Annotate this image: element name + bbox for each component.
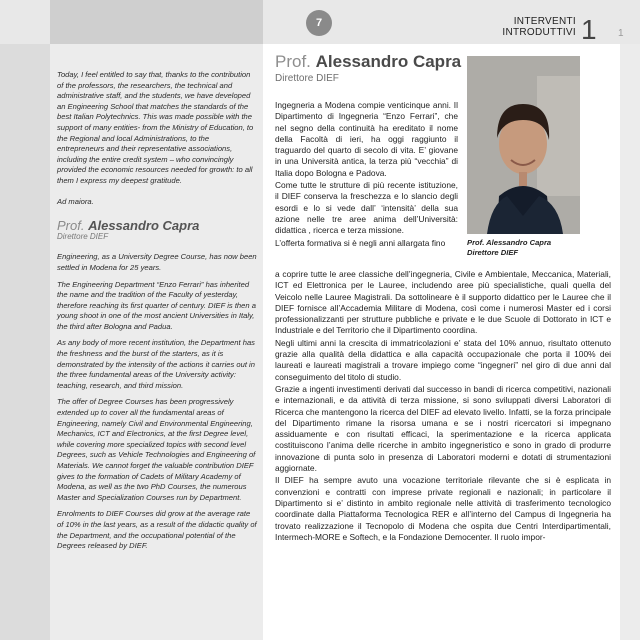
section-title-line1: INTERVENTI (513, 16, 576, 27)
italian-narrow-column (275, 100, 458, 250)
italian-paragraph: a coprire tutte le aree classiche dell’ingegneria, Civile e Ambientale, Meccanica, Materiali, ICT ed Elettronica per le Lauree, includendo aree più specialistiche, quali quella del Veicolo nelle Lauree Magistrali. Da sottolineare è il supporto didattico per le Lauree che il DIEF fornisce all’Accademia Militare di Modena, così come i numerosi Master ed i corsi professionalizzanti per strutture pubbliche e private e le due Scuole di Dottorato in ICT e Industriale e del Territorio che il Dipartimento coordina. (275, 269, 611, 336)
section-title (502, 16, 576, 38)
left-header-strip (50, 0, 263, 44)
english-paragraph: As any body of more recent institution, the Department has the freshness and the burst of the starters, as it is demonstrated by the intensity of the actions it carries out in the three fundamental areas of the University activity: teaching, research, and third mission. (57, 338, 255, 390)
author-prefix: Prof. (275, 52, 311, 71)
section-number-small: 1 (618, 28, 624, 39)
english-paragraph: Engineering, as a University Degree Course, has now been settled in Modena for 25 years. (57, 252, 257, 272)
author-photo (467, 56, 580, 234)
author-name-bold: Alessandro Capra (88, 218, 200, 234)
ad-maiora: Ad maiora. (57, 196, 94, 206)
author-name-bold: Alessandro Capra (315, 52, 462, 71)
english-paragraph: The offer of Degree Courses has been progressively extended up to cover all the fundamental areas of Engineering, namely Civil and Environmental Engineering, Mechanics, ICT and Electronics, at the first Degree level, while covering more specialized topics with second level Degrees, such as Vehicle Technologies and Engineering of Materials. We cannot forget the valuable contribution DIEF gives to the formation of Cadets of Military Academy of Modena, as well as the two PhD Courses, the numerous Master and Specialization Courses run by Department. (57, 397, 256, 502)
italian-paragraph: Il DIEF ha sempre avuto una vocazione territoriale rilevante che si è esplicata in convenzioni e contratti con imprese private regionali e nazionali; in particolare il Dipartimento si e’ distinto in ambito regionale nelle attività di trasferimento tecnologico coordinate dalla Piattaforma Tecnologica RER e all’interno del Campus di Ingegneria ha trovato realizzazione il Tecnopolo di Modena che ospita due Centri Interdipartimentali, Intermech-MORE e Softech, e la Fondazione Democenter. Il ruolo impor- (275, 475, 611, 542)
photo-caption (467, 238, 580, 258)
section-number: 1 (581, 14, 597, 45)
article-author-role: Direttore DIEF (275, 73, 339, 84)
italian-paragraph: L’offerta formativa si è negli anni allargata fino (275, 237, 446, 248)
article-author-name (275, 52, 461, 72)
author-prefix: Prof. (57, 218, 85, 234)
english-intro: Today, I feel entitled to say that, thanks to the contribution of the professors, the researchers, the technical and administrative staff, and the students, we have developed an Engineering School that matches the standards of the best Italian Polytechnics. This was made possible with the support of many entities- from the Ministry of Education, to the Regional and local Administrations, to the entrepreneurs and their representative associations, including the entire credit system – who convincingly provided the economic resources needed for growth: to all them I express my deepest gratitude. (57, 70, 254, 185)
italian-paragraph: Come tutte le strutture di più recente istituzione, il DIEF conserva la freschezza e lo slancio degli esordi e lo si vede dall’ ‘intensità’ della sua azione nelle tre aree anima dell’Università: didattica , ricerca e terza missione. (275, 180, 458, 236)
english-author-name (57, 218, 257, 234)
italian-paragraph: Grazie a ingenti investimenti derivati dal successo in bandi di ricerca competitivi, nazionali e internazionali, e da attività di terza missione, si sono sviluppati diversi Laboratori di Ricerca che mantengono la ricerca del DIEF ad elevato livello. Infatti, se la forza principale del Dipartimento rimane la risorsa umana e se i nostri ricercatori si impegnano assiduamente e con risultati efficaci, la sperimentazione e la ricerca applicata costituiscono l’anima delle ricerche in ambito ingegneristico e sono in grado di produrre innovazione di punta solo in presenza di Laboratori moderni e dotati di strumentazioni aggiornate. (275, 383, 611, 474)
english-paragraph: The Engineering Department “Enzo Ferrari” has inherited the name and the tradition of the Faculty of yesterday, therefore reaching its first quarter of century. DIEF is then a young shoot in one of the most ancient Universities in Italy, the third after Bologna and Padua. (57, 279, 256, 331)
caption-line-name: Prof. Alessandro Capra (467, 238, 552, 247)
english-column (57, 70, 257, 558)
italian-wide-column (275, 269, 611, 544)
english-author-role: Direttore DIEF (57, 231, 109, 241)
page-number-badge: 7 (306, 10, 332, 36)
right-margin (620, 44, 640, 640)
section-title-line2: INTRODUTTIVI (502, 27, 576, 38)
italian-paragraph: Negli ultimi anni la crescita di immatricolazioni e’ stata del 10% annuo, risultato ottenuto grazie alla qualità della didattica e alla capacità occupazionale che porta il 100% dei laureati e laureati magistrali a trovare impiego come “ingegneri” nel giro di due anni dal conseguimento del titolo di studio. (275, 337, 611, 382)
english-paragraph: Enrolments to DIEF Courses did grow at the average rate of 10% in the last years, as a result of the didactic quality of the Department, and the occupational potential of the Degrees released by DIEF. (57, 509, 257, 551)
italian-paragraph: Ingegneria a Modena compie venticinque anni. Il Dipartimento di Ingegneria “Enzo Ferrari”, che nel segno della continuità ha ereditato il nome della Facoltà di ieri, ha oggi raggiunto il traguardo del quarto di secolo di vita. E’ giovane in una Università antica, la terza più “vecchia” di Italia dopo Bologna e Padova. (275, 100, 458, 178)
caption-line-role: Direttore DIEF (467, 248, 519, 257)
